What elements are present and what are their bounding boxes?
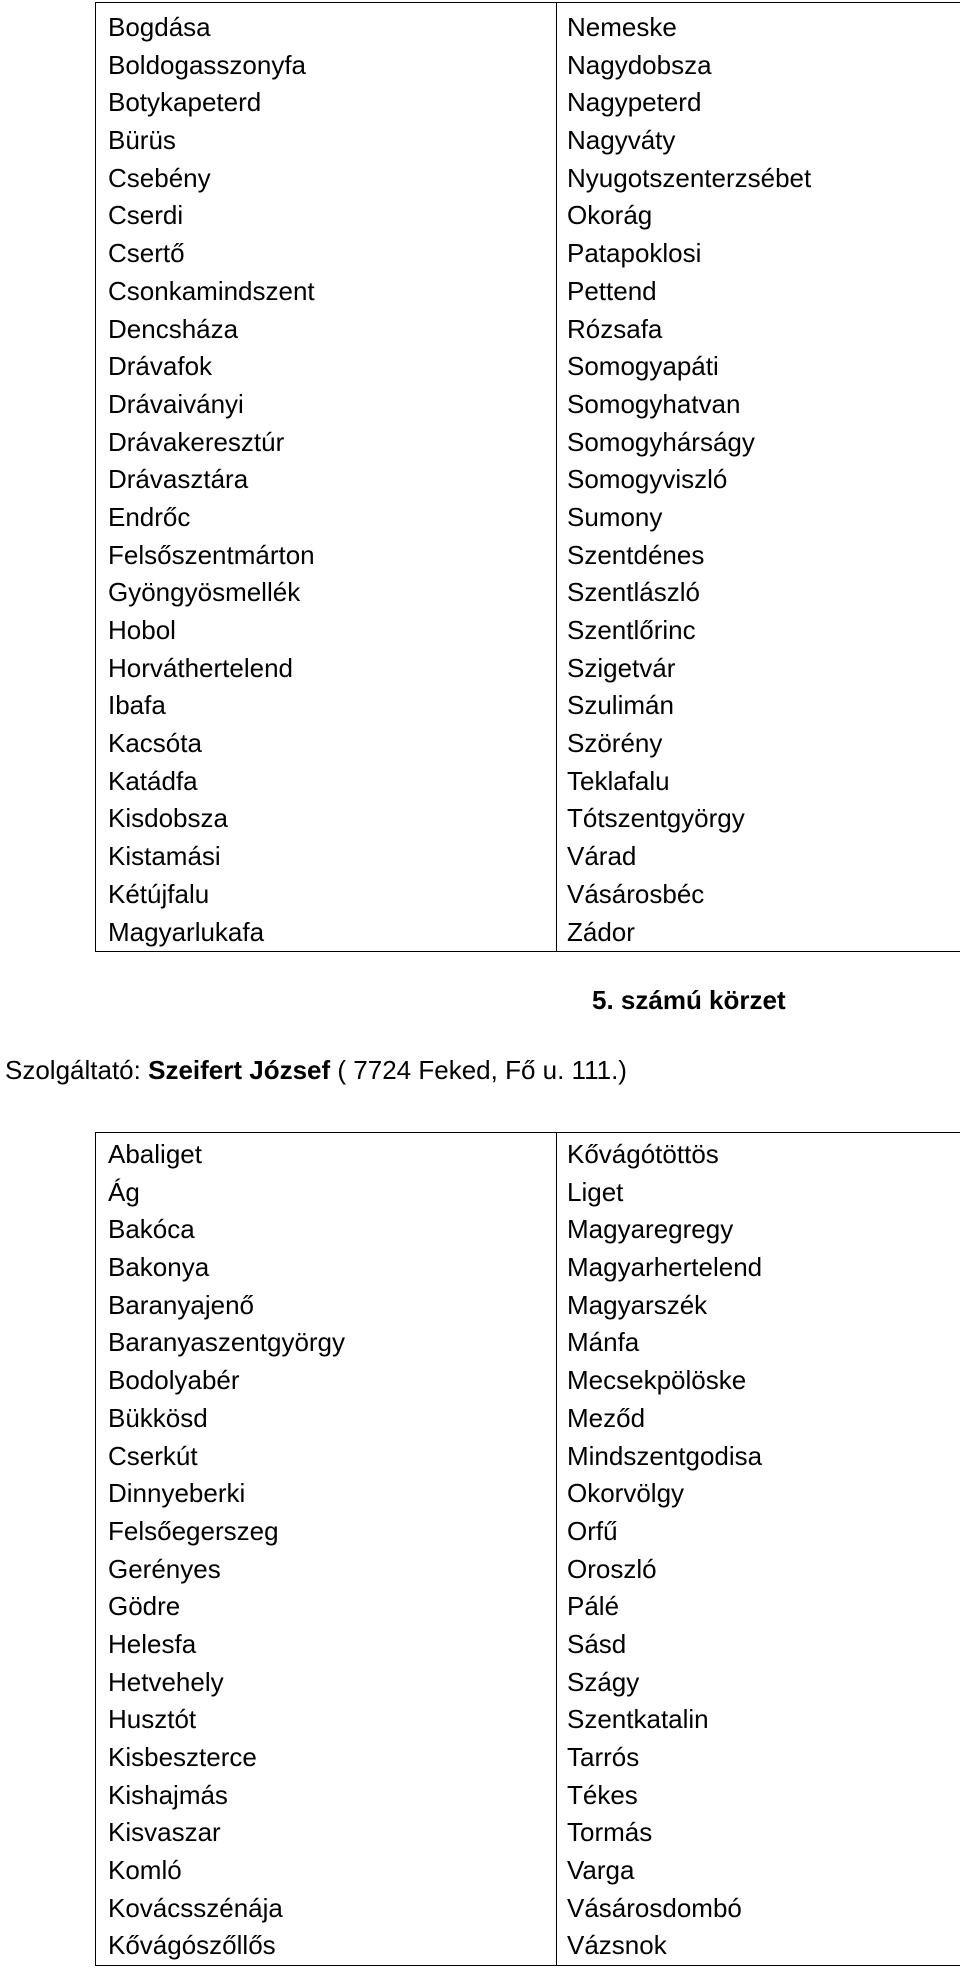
settlement-name: Nagyváty — [567, 125, 676, 156]
settlement-name: Rózsafa — [567, 313, 663, 344]
settlement-name: Somogyapáti — [567, 351, 719, 382]
settlement-name: Husztót — [108, 1704, 197, 1735]
settlement-name: Kisvaszar — [108, 1817, 221, 1848]
settlement-column-left — [96, 3, 557, 952]
settlement-name: Drávasztára — [108, 464, 249, 495]
settlement-name: Mindszentgodisa — [567, 1440, 763, 1471]
settlement-name: Sumony — [567, 501, 663, 532]
settlement-name: Vásárosdombó — [567, 1892, 742, 1923]
settlement-name: Csertő — [108, 238, 185, 269]
settlement-name: Mező​d — [567, 1402, 646, 1433]
settlement-name: Hobol — [108, 615, 176, 645]
settlement-name: Katádfa — [108, 765, 198, 796]
settlement-name: Gerényes — [108, 1553, 221, 1584]
settlement-name: Nagypeterd — [567, 87, 702, 118]
settlement-name: Kisbeszterce — [108, 1742, 257, 1772]
settlement-column-right — [557, 3, 960, 952]
settlement-name: Hetvehely — [108, 1666, 224, 1697]
settlement-name: Nemeske — [567, 12, 677, 42]
settlement-name: Bakóca — [108, 1214, 195, 1245]
provider-name: Szeifert József — [148, 1055, 331, 1085]
settlement-name: Drávafok — [108, 351, 213, 382]
settlement-list — [557, 3, 960, 951]
settlement-name: Mánfa — [567, 1327, 640, 1358]
settlement-name: Vásárosbéc — [567, 878, 705, 909]
settlement-name: Szulimán — [567, 690, 674, 721]
settlement-name: Pettend — [567, 275, 657, 306]
settlement-name: Felsőszentmárton — [108, 539, 315, 570]
settlement-name: Cserkút — [108, 1440, 198, 1471]
settlement-name: Szentdénes — [567, 539, 705, 570]
settlement-name: Szágy — [567, 1666, 640, 1697]
settlement-name: Várad — [567, 841, 637, 872]
settlement-name: Szörény — [567, 728, 663, 759]
settlement-name: Mecsekpölöske — [567, 1365, 747, 1396]
settlement-name: Helesfa — [108, 1628, 197, 1659]
settlement-name: Csonkamindszent — [108, 275, 315, 306]
settlement-name: Varga — [567, 1855, 635, 1886]
settlement-name: Vázsnok — [567, 1930, 667, 1961]
settlement-name: Baranyajenő — [108, 1289, 254, 1320]
settlement-name: Ibafa — [108, 690, 166, 721]
settlement-name: Szentlászló — [567, 577, 700, 608]
settlement-name: Bodolyabér — [108, 1365, 240, 1396]
settlement-name: Tótszentgyörgy — [567, 803, 745, 834]
settlement-name: Bükkösd — [108, 1402, 208, 1433]
settlement-name: Kővágószőllős — [108, 1930, 276, 1961]
district-heading: 5. számú körzet — [592, 985, 786, 1015]
provider-address: ( 7724 Feked, Fő u. 111.) — [337, 1055, 627, 1085]
settlement-name: Tékes — [567, 1779, 638, 1810]
settlement-name: Endrőc — [108, 501, 191, 532]
settlement-name: Magyarhertelend — [567, 1252, 763, 1283]
settlement-name: Bogdása — [108, 12, 211, 42]
settlement-list — [557, 1133, 960, 1965]
settlement-name: Abaliget — [108, 1139, 202, 1169]
settlement-name: Orfű — [567, 1515, 618, 1546]
settlement-name: Somogyviszló — [567, 464, 728, 495]
settlement-column-right — [557, 1133, 960, 1966]
settlement-name: Okorág — [567, 200, 653, 231]
settlement-name: Dinnyeberki — [108, 1478, 246, 1509]
settlement-name: Kisdobsza — [108, 803, 228, 834]
settlement-column-left — [96, 1133, 557, 1966]
settlement-name: Kistamási — [108, 841, 221, 872]
settlement-name: Magyarszék — [567, 1289, 708, 1320]
settlement-name: Patapoklosi — [567, 238, 702, 269]
provider-line — [5, 1055, 627, 1086]
settlement-name: Gyöngyösmellék — [108, 577, 301, 608]
settlement-name: Sásd — [567, 1628, 627, 1659]
settlement-name: Ág — [108, 1176, 140, 1207]
settlement-name: Drávakeresztúr — [108, 426, 285, 457]
settlement-list — [96, 3, 556, 951]
settlement-name: Szentkatalin — [567, 1704, 709, 1735]
settlement-name: Zádor — [567, 916, 635, 947]
settlement-name: Kétújfalu — [108, 878, 210, 909]
settlement-name: Boldogasszonyfa — [108, 49, 307, 80]
settlement-list — [96, 1133, 556, 1965]
settlement-name: Magyarlukafa — [108, 916, 265, 947]
district-5-settlement-table — [95, 1132, 960, 1966]
settlement-name: Botykapeterd — [108, 87, 262, 118]
settlement-name: Okorvölgy — [567, 1478, 685, 1509]
settlement-name: Kishajmás — [108, 1779, 228, 1810]
settlement-name: Magyaregregy — [567, 1214, 734, 1245]
settlement-name: Bakonya — [108, 1252, 210, 1283]
settlement-name: Bürüs — [108, 125, 176, 156]
settlement-name: Szigetvár — [567, 652, 676, 683]
settlement-name: Dencsháza — [108, 313, 239, 344]
settlement-name: Pálé — [567, 1591, 620, 1622]
settlement-name: Felsőegerszeg — [108, 1515, 279, 1546]
settlement-name: Tarrós — [567, 1742, 640, 1772]
settlement-name: Oroszló — [567, 1553, 657, 1584]
settlement-name: Nyugotszenterzsébet — [567, 162, 812, 193]
settlement-name: Baranyaszentgyörgy — [108, 1327, 346, 1358]
settlement-name: Teklafalu — [567, 765, 670, 796]
settlement-name: Drávaiványi — [108, 388, 244, 419]
settlement-name: Csebény — [108, 162, 211, 193]
district-4-settlement-table — [95, 2, 960, 952]
settlement-name: Cserdi — [108, 200, 184, 231]
settlement-name: Somogyhárságy — [567, 426, 755, 457]
settlement-name: Szentlőrinc — [567, 615, 696, 645]
settlement-name: Tormás — [567, 1817, 653, 1848]
settlement-name: Kovácsszénája — [108, 1892, 283, 1923]
settlement-name: Horváthertelend — [108, 652, 293, 683]
settlement-name: Kacsóta — [108, 728, 202, 759]
settlement-name: Liget — [567, 1176, 624, 1207]
settlement-name: Gödre — [108, 1591, 181, 1622]
settlement-name: Kővágótöttös — [567, 1139, 719, 1169]
settlement-name: Nagydobsza — [567, 49, 712, 80]
settlement-name: Somogyhatvan — [567, 388, 741, 419]
provider-label: Szolgáltató: — [5, 1055, 141, 1085]
settlement-name: Komló — [108, 1855, 182, 1886]
